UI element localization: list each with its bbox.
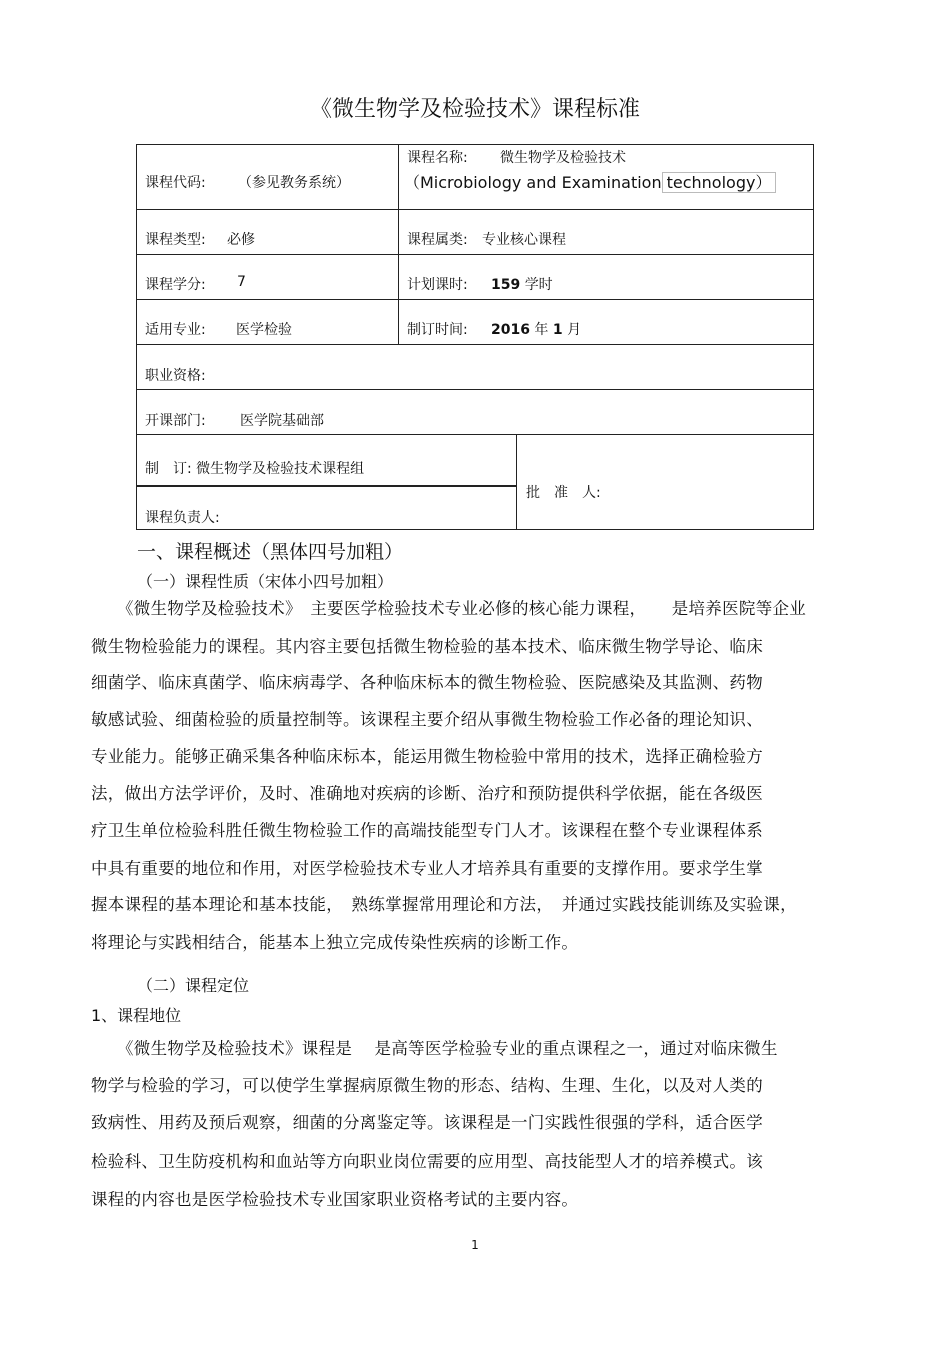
paragraph-line: 法，做出方法学评价，及时、准确地对疾病的诊断、治疗和预防提供科学依据，能在各级医: [91, 784, 763, 803]
drafted-by-value: 微生物学及检验技术课程组: [196, 461, 365, 477]
table-border: [516, 434, 517, 530]
table-border: [136, 485, 517, 487]
course-credits-value: 7: [237, 274, 246, 290]
course-code-label: 课程代码:: [145, 175, 206, 191]
subsection-heading: （一）课程性质（宋体小四号加粗）: [137, 572, 394, 591]
applicable-major-label: 适用专业:: [145, 322, 206, 338]
department-value: 医学院基础部: [240, 413, 324, 429]
course-category-value: 专业核心课程: [482, 232, 566, 248]
course-type-value: 必修: [227, 232, 255, 248]
course-name-label: 课程名称:: [407, 150, 468, 166]
applicable-major-value: 医学检验: [236, 322, 292, 338]
course-code-value: （参见教务系统）: [238, 175, 350, 191]
table-border: [136, 209, 814, 210]
subsection-heading: （二）课程定位: [137, 976, 250, 995]
table-border: [398, 144, 399, 345]
table-border: [136, 434, 814, 435]
paragraph-line: 将理论与实践相结合，能基本上独立完成传染性疾病的诊断工作。: [91, 933, 579, 952]
paragraph-line: 《微生物学及检验技术》课程是 是高等医学检验专业的重点课程之一，通过对临床微生: [117, 1039, 778, 1058]
drafted-by-label: 制 订:: [145, 461, 192, 477]
paragraph-line: 疗卫生单位检验科胜任微生物检验工作的高端技能型专门人才。该课程在整个专业课程体系: [91, 821, 763, 840]
qualification-label: 职业资格:: [145, 368, 206, 384]
table-border: [136, 254, 814, 255]
department-label: 开课部门:: [145, 413, 206, 429]
section-heading: 一、课程概述（黑体四号加粗）: [137, 541, 404, 563]
paragraph-line: 致病性、用药及预后观察，细菌的分离鉴定等。该课程是一门实践性很强的学科，适合医学: [91, 1113, 763, 1132]
paragraph-line: 敏感试验、细菌检验的质量控制等。该课程主要介绍从事微生物检验工作必备的理论知识、: [91, 710, 763, 729]
paragraph-line: 细菌学、临床真菌学、临床病毒学、各种临床标本的微生物检验、医院感染及其监测、药物: [91, 673, 763, 692]
course-credits-label: 课程学分:: [145, 277, 206, 293]
planned-hours-value: [491, 274, 553, 294]
drafted-date-label: 制订时间:: [407, 322, 468, 338]
paragraph-line: 课程的内容也是医学检验技术专业国家职业资格考试的主要内容。: [91, 1190, 579, 1209]
page-title: 《微生物学及检验技术》课程标准: [309, 97, 640, 122]
table-border: [136, 529, 814, 530]
course-name-value: 微生物学及检验技术: [500, 150, 626, 166]
drafted-by: [145, 458, 364, 478]
paragraph-line: 检验科、卫生防疫机构和血站等方向职业岗位需要的应用型、高技能型人才的培养模式。该: [91, 1152, 763, 1171]
table-border: [136, 389, 814, 390]
drafted-date-year: 2016: [491, 322, 530, 338]
page-number: 1: [471, 1238, 479, 1252]
paragraph-line: 握本课程的基本理论和基本技能， 熟练掌握常用理论和方法， 并通过实践技能训练及实验课，: [91, 895, 797, 914]
table-border: [136, 299, 814, 300]
planned-hours-label: 计划课时:: [407, 277, 468, 293]
paragraph-line: 物学与检验的学习，可以使学生掌握病原微生物的形态、结构、生理、生化，以及对人类的: [91, 1076, 763, 1095]
drafted-date-month-unit: 月: [567, 322, 582, 338]
course-category-label: 课程属类:: [407, 232, 468, 248]
course-name-english-part2: technology）: [662, 172, 777, 193]
paragraph-line: 中具有重要的地位和作用，对医学检验技术专业人才培养具有重要的支撑作用。要求学生掌: [91, 859, 763, 878]
paragraph-line: 微生物检验能力的课程。其内容主要包括微生物检验的基本技术、临床微生物学导论、临床: [91, 637, 763, 656]
approver-label: 批 准 人:: [526, 485, 601, 501]
drafted-date-month: 1: [552, 322, 563, 338]
planned-hours-unit: 学时: [524, 277, 553, 293]
drafted-date-year-unit: 年: [534, 322, 549, 338]
table-border: [136, 144, 137, 530]
planned-hours-number: 159: [491, 277, 521, 293]
sub-item-heading: 1、课程地位: [91, 1006, 182, 1025]
course-owner-label: 课程负责人:: [145, 510, 220, 526]
course-type-label: 课程类型:: [145, 232, 206, 248]
paragraph-line: 专业能力。能够正确采集各种临床标本，能运用微生物检验中常用的技术，选择正确检验方: [91, 747, 763, 766]
drafted-date-value: [491, 319, 581, 339]
table-border: [136, 344, 814, 345]
paragraph-line: 《微生物学及检验技术》 主要医学检验技术专业必修的核心能力课程， 是培养医院等企业: [117, 599, 807, 618]
course-name-english-part1: （Microbiology and Examination: [404, 173, 662, 192]
table-border: [813, 144, 814, 530]
course-name-english: [404, 170, 776, 193]
table-border: [136, 144, 814, 145]
